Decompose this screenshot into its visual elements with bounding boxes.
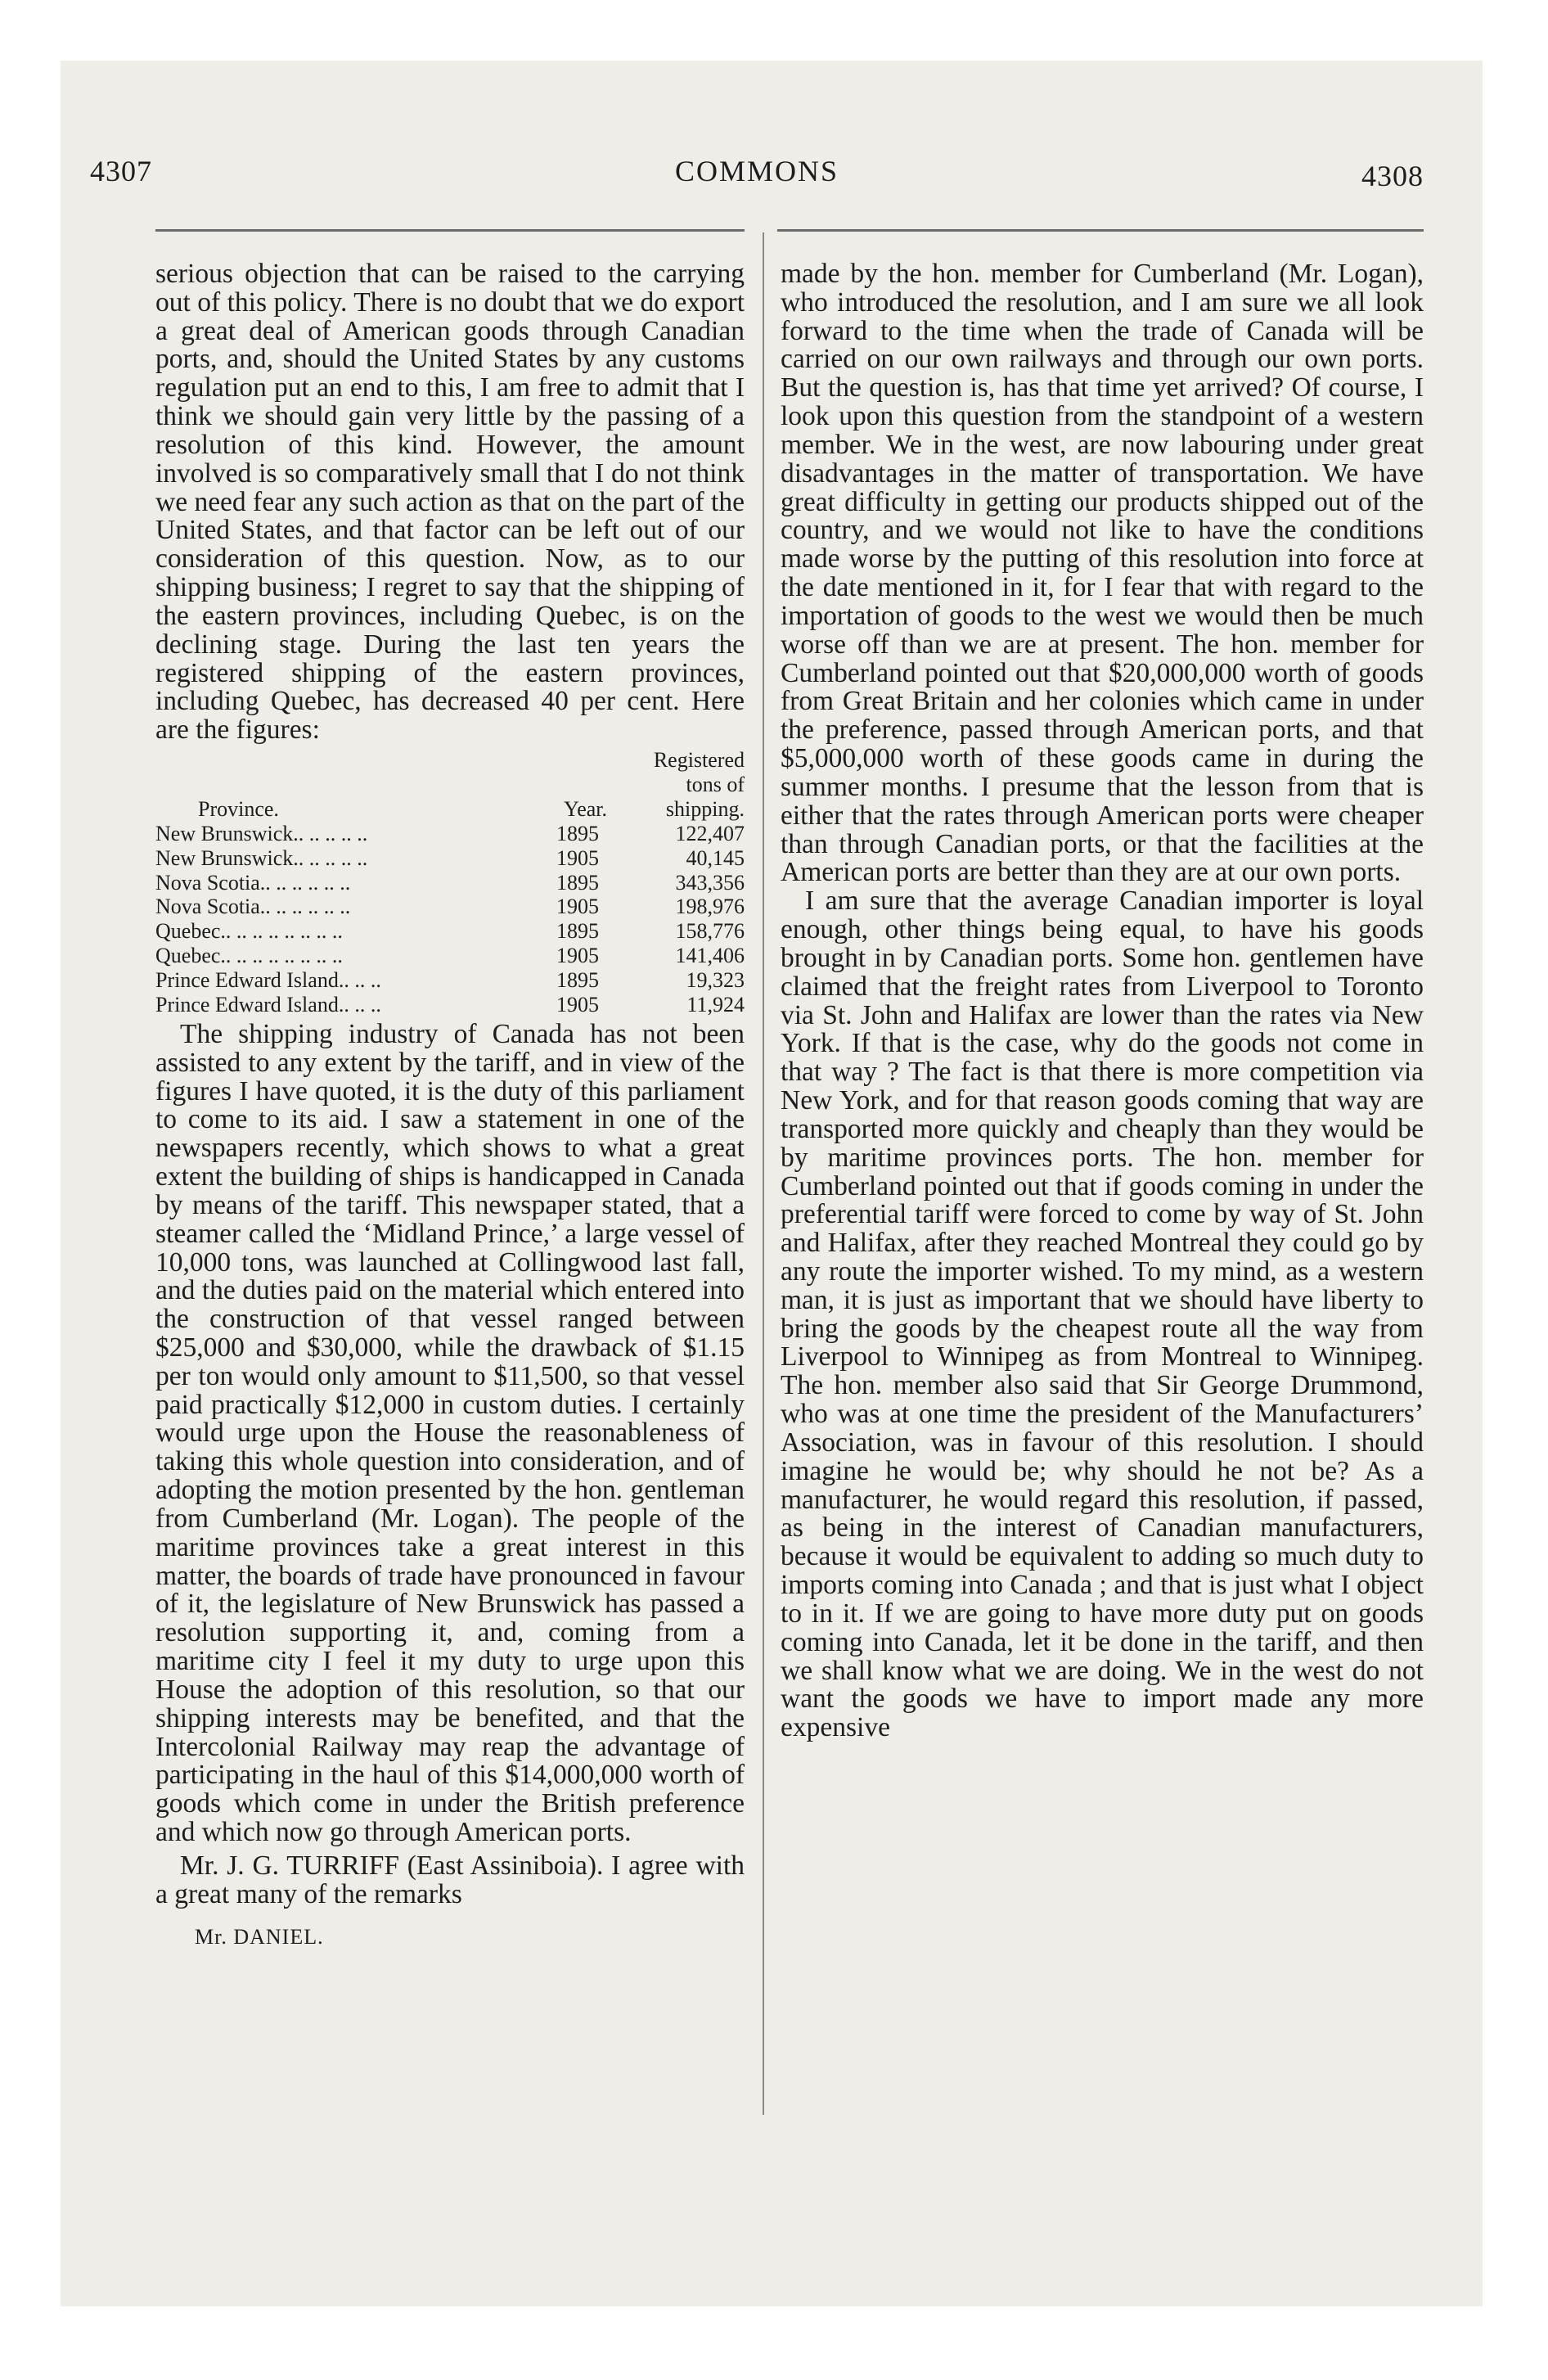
tons-cell: 11,924 [686, 992, 745, 1016]
tons-header [622, 748, 745, 822]
left-paragraph-1: serious objection that can be raised to the carrying out of this policy. There is no doubt that we do export a great deal of American goods through Canadian ports, and, should the United States by any customs regulation put an end to this, I am free to admit that I think we should gain very little by the passing of a resolution of this kind. However, the amount involved is so comparatively small that I do not think we need fear any such action as that on the part of the United States, and that factor can be left out of our consideration of this question. Now, as to our shipping business; I regret to say that the shipping of the eastern provinces, including Quebec, is on the declining stage. During the last ten years the registered shipping of the eastern provinces, including Quebec, has decreased 40 per cent. Here are the figures: [155, 259, 745, 746]
year-cell: 1895 [556, 968, 599, 993]
tons-cell: 40,145 [686, 845, 745, 870]
province-cell: Prince Edward Island.. .. .. [155, 968, 381, 993]
tons-header-line-1: Registered [653, 748, 745, 773]
province-cell: Prince Edward Island.. .. .. [155, 992, 381, 1016]
table-row [155, 822, 745, 846]
header-rule-left [155, 229, 745, 232]
province-cell: New Brunswick.. .. .. .. .. [155, 845, 368, 870]
tons-cell: 141,406 [675, 944, 745, 968]
header-rule-right [777, 229, 1424, 232]
table-row [155, 895, 745, 919]
turriff-speech-opening: Mr. J. G. TURRIFF (East Assiniboia). I agree with a great many of the remarks [155, 1850, 745, 1909]
table-row [155, 871, 745, 895]
shipping-table [155, 748, 745, 1017]
running-title: COMMONS [674, 155, 839, 187]
table-row [155, 968, 745, 993]
province-cell: Quebec.. .. .. .. .. .. .. .. [155, 944, 343, 968]
province-cell: New Brunswick.. .. .. .. .. [155, 821, 368, 845]
right-paragraph-1: made by the hon. member for Cumberland (Mr. Logan), who introduced the resolution, and I am sure we all look forward to the time when the trade of Canada will be carried on our own railways and through our own ports. But the question is, has that time yet arrived? Of course, I look upon this question from the standpoint of a western member. We in the west, are now labouring under great disadvantages in the matter of transportation. We have great difficulty in getting our products shipped out of the country, and we would not like to have the conditions made worse by the putting of this resolution into force at the date mentioned in it, for I fear that with regard to the importation of goods to the west we would then be much worse off than we are at present. The hon. member for Cumberland pointed out that $20,000,000 worth of goods from Great Britain and her colonies which came in under the preference, passed through American ports, and that $5,000,000 worth of these goods came in during the summer months. I presume that the lesson from that is either that the rates through American ports were cheaper than through Canadian ports, or that the facilities at the American ports are better than they are at our own ports. [781, 259, 1424, 888]
right-paragraph-2: I am sure that the average Canadian importer is loyal enough, other things being equal, to have his goods brought in by Canadian ports. Some hon. gentlemen have claimed that the freight rates from Liverpool to Toronto via St. John and Halifax are lower than the rates via New York. If that is the case, why do the goods not come in that way ? The fact is that there is more competition via New York, and for that reason goods coming that way are transported more quickly and cheaply than they would be by maritime provinces ports. The hon. member for Cumberland pointed out that if goods coming in under the preferential tariff were forced to come by way of St. John and Halifax, after they reached Montreal they could go by any route the importer wished. To my mind, as a western man, it is just as important that we should have liberty to bring the goods by the cheapest route all the way from Liverpool to Winnipeg as from Montreal to Winnipeg. The hon. member also said that Sir George Drummond, who was at one time the president of the Manufacturers’ Association, was in favour of this resolution. I should imagine he would be; why should he not be? As a manufacturer, he would regard this resolution, if passed, as being in the interest of Canadian manufacturers, because it would be equivalent to adding so much duty to imports coming into Canada ; and that is just what I object to in it. If we are going to have more duty put on goods coming into Canada, let it be done in the tariff, and then we shall know what we are doing. We in the west do not want the goods we have to import made any more expensive [781, 886, 1424, 1743]
tons-cell: 158,776 [675, 919, 745, 944]
left-page-number: 4307 [90, 155, 152, 187]
table-row [155, 846, 745, 871]
column-divider [763, 232, 764, 2115]
hansard-page [90, 147, 1424, 1949]
right-page-number: 4308 [1361, 160, 1424, 192]
tons-header-line-3: shipping. [665, 796, 745, 821]
left-column [155, 260, 745, 1909]
tons-cell: 19,323 [686, 968, 745, 993]
year-cell: 1895 [556, 919, 599, 944]
tons-cell: 122,407 [675, 821, 745, 845]
right-column [781, 260, 1424, 1742]
province-cell: Nova Scotia.. .. .. .. .. .. [155, 895, 351, 919]
province-cell: Quebec.. .. .. .. .. .. .. .. [155, 919, 343, 944]
table-row [155, 993, 745, 1017]
year-cell: 1905 [556, 895, 599, 919]
year-cell: 1905 [556, 845, 599, 870]
year-cell: 1895 [556, 821, 599, 845]
year-cell: 1895 [556, 870, 599, 895]
tons-header-line-2: tons of [686, 772, 745, 796]
left-paragraph-2: The shipping industry of Canada has not been assisted to any extent by the tariff, and in view of the figures I have quoted, it is the duty of this parliament to come to its aid. I saw a statement in one of the newspapers recently, which shows to what a great extent the building of ships is handicapped in Canada by means of the tariff. This newspaper stated, that a steamer called the ‘Midland Prince,’ a large vessel of 10,000 tons, was launched at Collingwood last fall, and the duties paid on the material which entered into the construction of that vessel ranged between $25,000 and $30,000, while the drawback of $1.15 per ton would only amount to $11,500, so that vessel paid practically $12,000 in custom duties. I certainly would urge upon the House the reasonableness of taking this whole question into consideration, and of adopting the motion presented by the hon. gentleman from Cumberland (Mr. Logan). The people of the maritime provinces take a great interest in this matter, the boards of trade have pronounced in favour of it, the legislature of New Brunswick has passed a resolution supporting it, and, coming from a maritime city I feel it my duty to urge upon this House the adoption of this resolution, so that our shipping interests may be benefited, and that the Intercolonial Railway may reap the advantage of participating in the haul of this $14,000,000 worth of goods which come in under the British preference and which now go through American ports. [155, 1018, 745, 1848]
page-header [90, 147, 1424, 200]
province-header: Province. [198, 796, 279, 821]
table-row [155, 944, 745, 968]
year-cell: 1905 [556, 944, 599, 968]
page-footer-speaker: Mr. DANIEL. [195, 1925, 324, 1949]
province-cell: Nova Scotia.. .. .. .. .. .. [155, 870, 351, 895]
tons-cell: 343,356 [675, 870, 745, 895]
table-row [155, 919, 745, 944]
year-header: Year. [564, 796, 607, 821]
year-cell: 1905 [556, 992, 599, 1016]
tons-cell: 198,976 [675, 895, 745, 919]
